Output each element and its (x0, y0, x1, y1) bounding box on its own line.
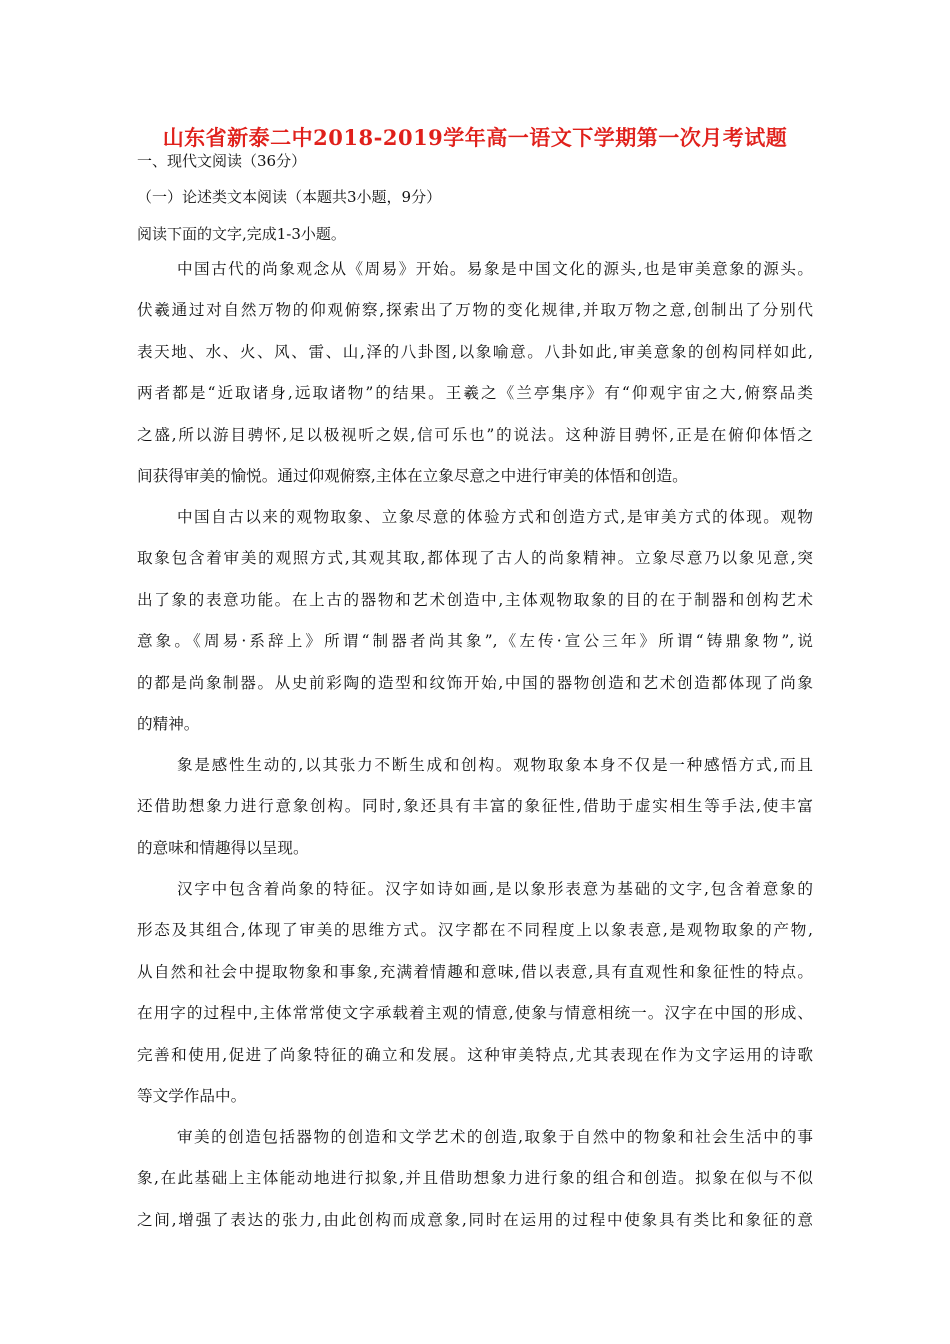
paragraph-line: 中国古代的尚象观念从《周易》开始。易象是中国文化的源头,也是审美意象的源头。 (177, 260, 813, 278)
paragraph-line: 的精神。 (137, 715, 200, 734)
paragraph-3 (137, 745, 813, 869)
paragraph-line: 形态及其组合,体现了审美的思维方式。汉字都在不同程度上以象表意,是观物取象的产物, (137, 921, 813, 940)
paragraph-4 (137, 869, 813, 1117)
paragraph-line: 汉字中包含着尚象的特征。汉字如诗如画,是以象形表意为基础的文字,包含着意象的 (177, 880, 813, 898)
paragraph-line: 意象。《周易·系辞上》所谓“制器者尚其象”,《左传·宣公三年》所谓“铸鼎象物”,说 (137, 632, 813, 651)
paragraph-line: 象,在此基础上主体能动地进行拟象,并且借助想象力进行象的组合和创造。拟象在似与不似 (137, 1169, 813, 1188)
paragraph-line: 完善和使用,促进了尚象特征的确立和发展。这种审美特点,尤其表现在作为文字运用的诗歌 (137, 1045, 813, 1064)
paragraph-line: 之间,增强了表达的张力,由此创构而成意象,同时在运用的过程中使象具有类比和象征的意 (137, 1210, 813, 1229)
paragraph-line: 伏羲通过对自然万物的仰观俯察,探索出了万物的变化规律,并取万物之意,创制出了分别代 (137, 301, 813, 320)
paragraph-line: 在用字的过程中,主体常常使文字承载着主观的情意,使象与情意相统一。汉字在中国的形成、 (137, 1004, 813, 1023)
paragraph-2 (137, 497, 813, 745)
paragraph-line: 表天地、水、火、风、雷、山,泽的八卦图,以象喻意。八卦如此,审美意象的创构同样如此, (137, 342, 813, 361)
paragraph-line: 象是感性生动的,以其张力不断生成和创构。观物取象本身不仅是一种感悟方式,而且 (177, 756, 813, 774)
reading-instruction: 阅读下面的文字,完成1-3小题。 (137, 225, 346, 243)
paragraph-line: 中国自古以来的观物取象、立象尽意的体验方式和创造方式,是审美方式的体现。观物 (177, 508, 813, 526)
paragraph-line: 还借助想象力进行意象创构。同时,象还具有丰富的象征性,借助于虚实相生等手法,使丰富 (137, 797, 813, 816)
section-heading: 一、现代文阅读（36分） (137, 152, 307, 170)
document-title: 山东省新泰二中2018-2019学年高一语文下学期第一次月考试题 (162, 125, 788, 150)
paragraph-line: 的都是尚象制器。从史前彩陶的造型和纹饰开始,中国的器物创造和艺术创造都体现了尚象 (137, 673, 813, 692)
paragraph-line: 审美的创造包括器物的创造和文学艺术的创造,取象于自然中的物象和社会生活中的事 (177, 1128, 813, 1146)
paragraph-5 (137, 1117, 813, 1241)
paragraph-line: 两者都是“近取诸身,远取诸物”的结果。王羲之《兰亭集序》有“仰观宇宙之大,俯察品类 (137, 384, 813, 403)
paragraph-line: 间获得审美的愉悦。通过仰观俯察,主体在立象尽意之中进行审美的体悟和创造。 (137, 467, 688, 486)
subsection-heading: （一）论述类文本阅读（本题共3小题，9分） (137, 188, 442, 206)
paragraph-1 (137, 249, 813, 497)
paragraph-line: 等文学作品中。 (137, 1087, 247, 1106)
paragraph-line: 出了象的表意功能。在上古的器物和艺术创造中,主体观物取象的目的在于制器和创构艺术 (137, 590, 813, 609)
paragraph-line: 的意味和情趣得以呈现。 (137, 838, 309, 857)
paragraph-line: 取象包含着审美的观照方式,其观其取,都体现了古人的尚象精神。立象尽意乃以象见意,突 (137, 549, 813, 568)
paragraph-line: 从自然和社会中提取物象和事象,充满着情趣和意味,借以表意,具有直观性和象征性的特点。 (137, 962, 813, 981)
paragraph-line: 之盛,所以游目骋怀,足以极视听之娱,信可乐也”的说法。这种游目骋怀,正是在俯仰体悟之 (137, 425, 813, 444)
